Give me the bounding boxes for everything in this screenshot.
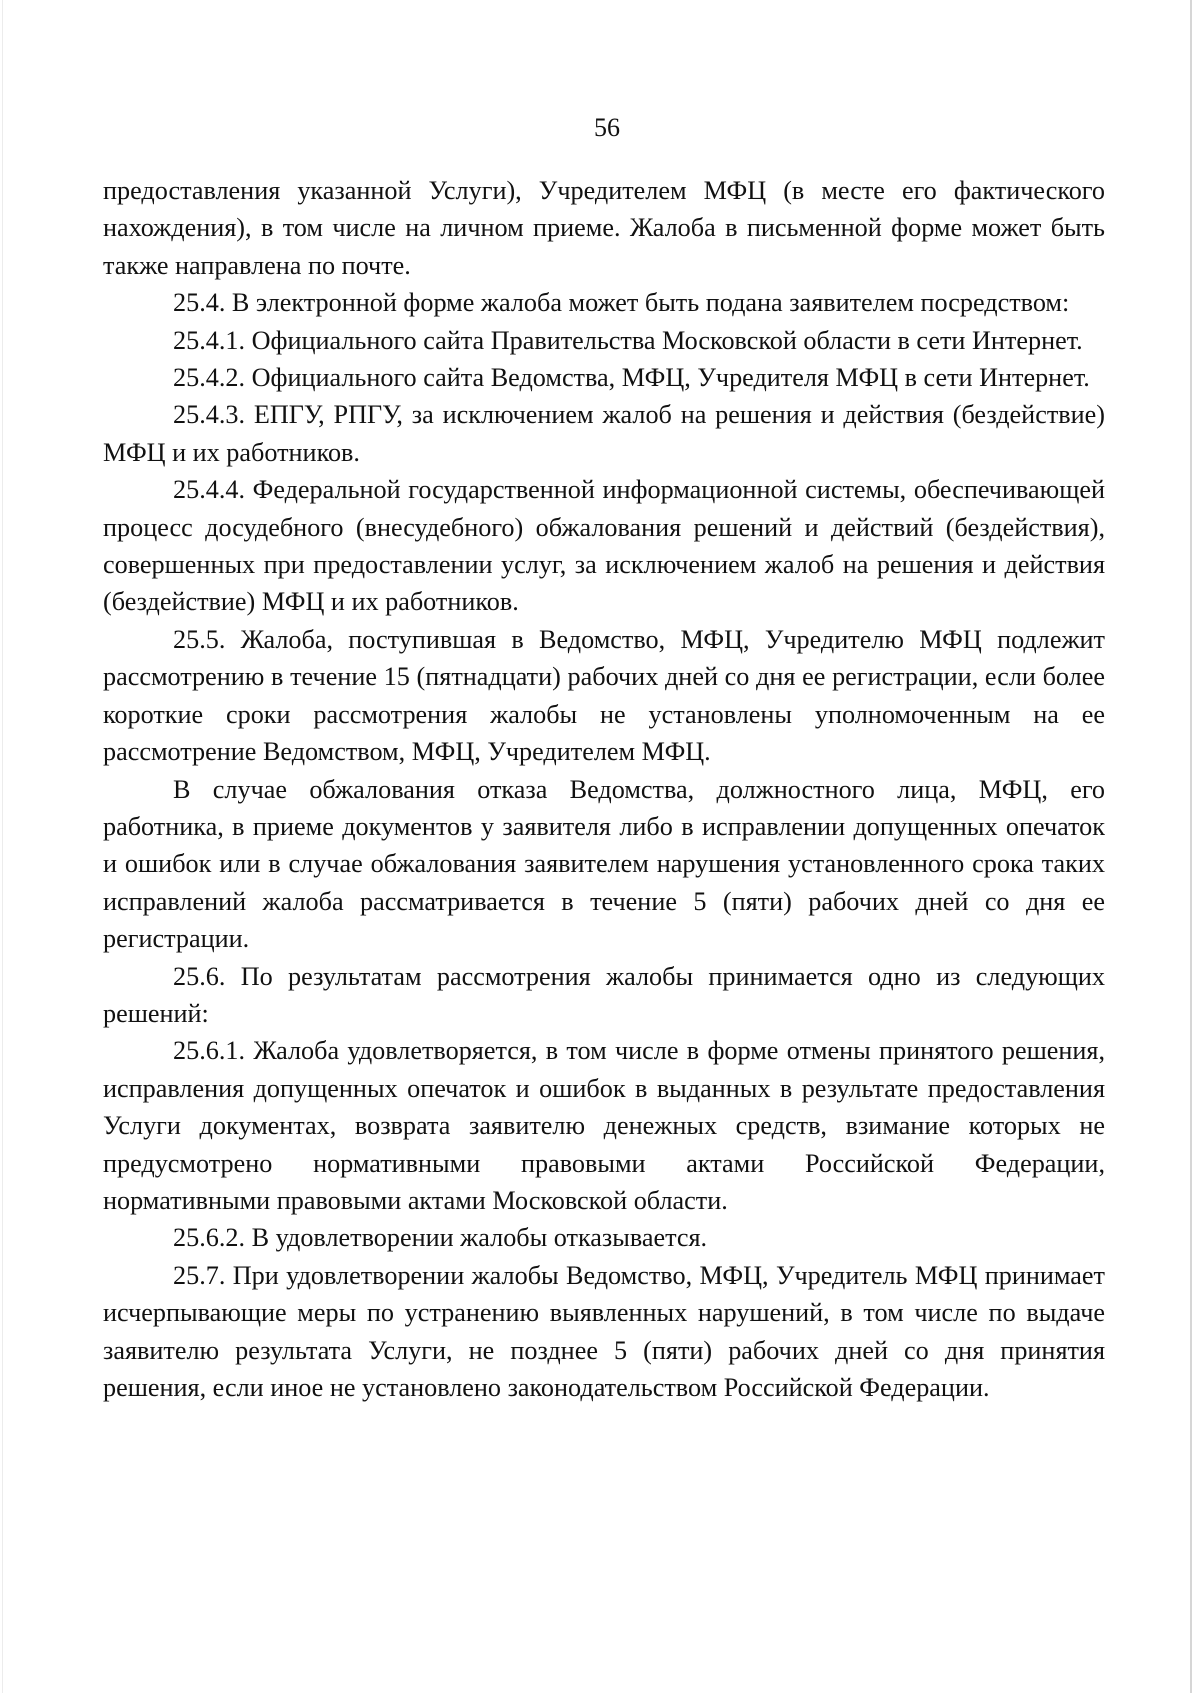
scan-edge-right xyxy=(1190,0,1192,1693)
page-number: 56 xyxy=(594,113,620,142)
paragraph-25-5-appeal-case: В случае обжалования отказа Ведомства, должностного лица, МФЦ, его работника, в приеме документов у заявителя либо в исправлении допущенных опечаток и ошибок или в случае обжалования заявителем нарушения установленного срока таких исправлений жалоба рассматривается в течение 5 (пяти) рабочих дней со дня ее регистрации. xyxy=(103,774,1105,954)
paragraph-25-4-4: 25.4.4. Федеральной государственной информационной системы, обеспечивающей процесс досудебного (внесудебного) обжалования решений и действий (бездействия), совершенных при предоставлении услуг, за исключением жалоб на решения и действия (бездействие) МФЦ и их работников. xyxy=(103,475,1105,617)
document-body xyxy=(103,172,1105,1406)
paragraph-25-4-1: 25.4.1. Официального сайта Правительства Московской области в сети Интернет. xyxy=(173,325,1083,355)
paragraph-25-6: 25.6. По результатам рассмотрения жалобы принимается одно из следующих решений: xyxy=(103,961,1105,1028)
paragraph-25-6-1: 25.6.1. Жалоба удовлетворяется, в том числе в форме отмены принятого решения, исправления допущенных опечаток и ошибок в выданных в результате предоставления Услуги документах, возврата заявителю денежных средств, взимание которых не предусмотрено нормативными правовыми актами Российской Федерации, нормативными правовыми актами Московской области. xyxy=(103,1036,1105,1215)
paragraph-continuation: предоставления указанной Услуги), Учредителем МФЦ (в месте его фактического нахождения), в том числе на личном приеме. Жалоба в письменной форме может быть также направлена по почте. xyxy=(103,176,1105,280)
paragraph-25-7: 25.7. При удовлетворении жалобы Ведомство, МФЦ, Учредитель МФЦ принимает исчерпывающие меры по устранению выявленных нарушений, в том числе по выдаче заявителю результата Услуги, не позднее 5 (пяти) рабочих дней со дня принятия решения, если иное не установлено законодательством Российской Федерации. xyxy=(103,1260,1105,1402)
paragraph-25-4-2: 25.4.2. Официального сайта Ведомства, МФЦ, Учредителя МФЦ в сети Интернет. xyxy=(173,363,1090,393)
scan-edge-left xyxy=(2,0,3,1693)
paragraph-25-4: 25.4. В электронной форме жалоба может быть подана заявителем посредством: xyxy=(173,288,1070,318)
paragraph-25-6-2: 25.6.2. В удовлетворении жалобы отказывается. xyxy=(173,1223,708,1253)
paragraph-25-4-3: 25.4.3. ЕПГУ, РПГУ, за исключением жалоб на решения и действия (бездействие) МФЦ и их работников. xyxy=(103,400,1105,467)
paragraph-25-5: 25.5. Жалоба, поступившая в Ведомство, МФЦ, Учредителю МФЦ подлежит рассмотрению в течение 15 (пятнадцати) рабочих дней со дня ее регистрации, если более короткие сроки рассмотрения жалобы не установлены уполномоченным на ее рассмотрение Ведомством, МФЦ, Учредителем МФЦ. xyxy=(103,624,1105,767)
